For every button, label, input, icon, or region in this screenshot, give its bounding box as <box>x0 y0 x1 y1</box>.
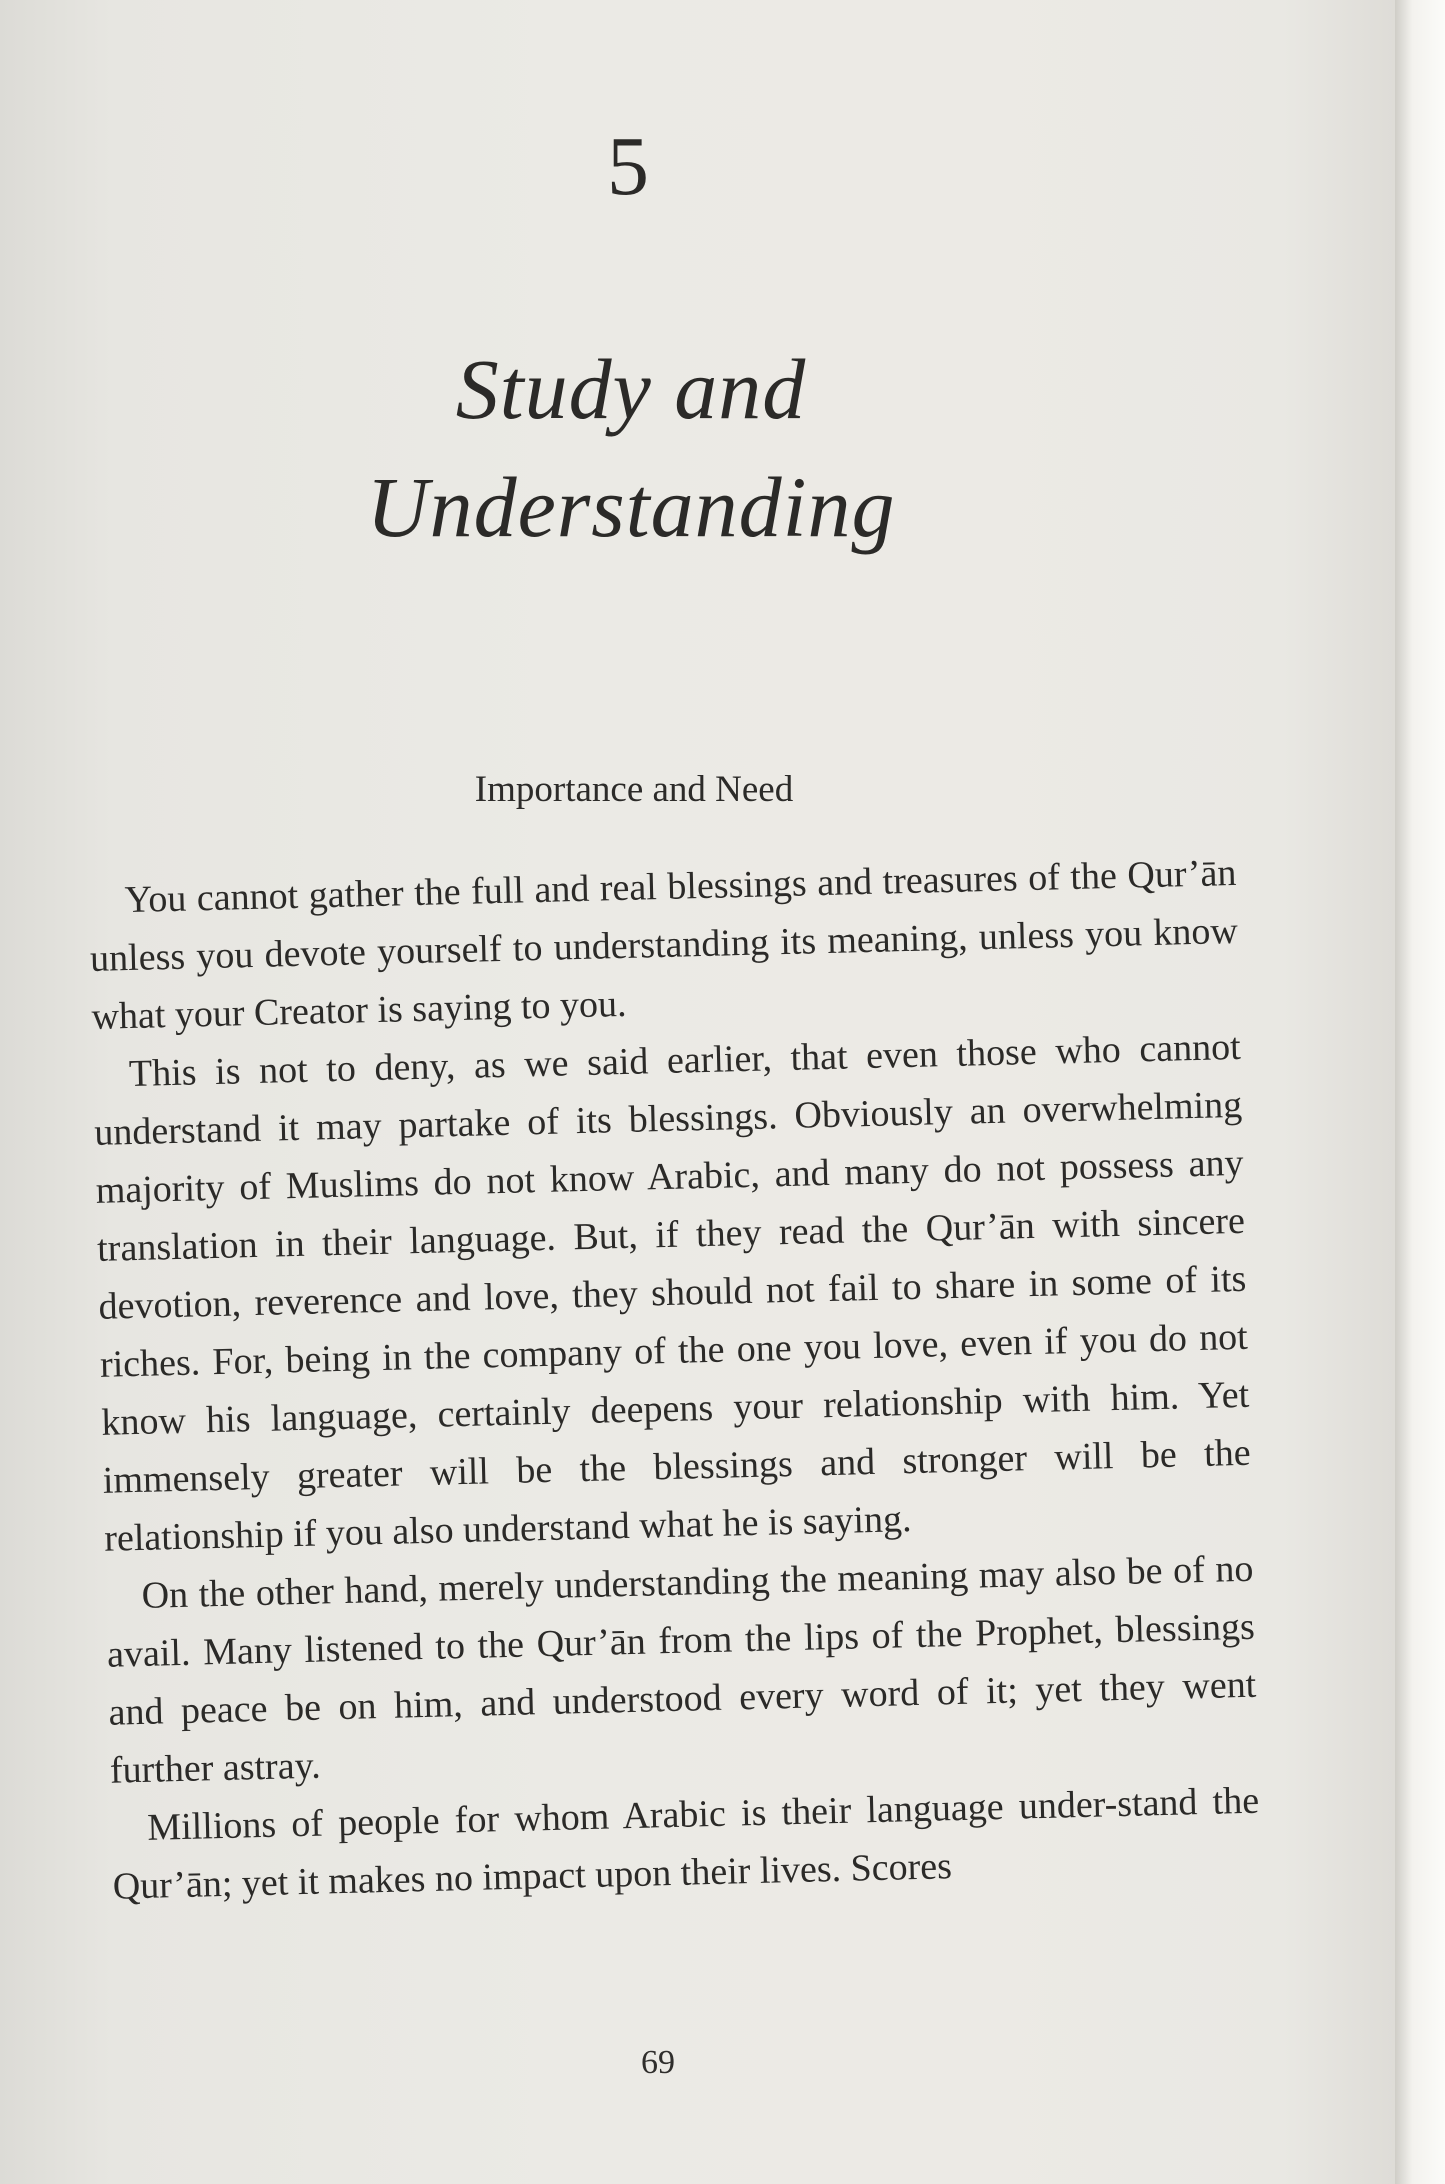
paragraph: You cannot gather the full and real blessings and treasures of the Qur’ān unless you devote yourself to understanding its meaning, unless you know what your Creator is saying to you. <box>89 851 1239 1038</box>
page-number: 69 <box>641 2044 675 2081</box>
section-heading: Importance and Need <box>474 769 794 810</box>
paragraph: Millions of people for whom Arabic is their language under-stand the Qur’ān; yet it makes no impact upon their lives. Scores <box>112 1779 1260 1908</box>
body-text <box>88 844 1261 1916</box>
chapter-title-line-1: Study and <box>455 341 807 437</box>
chapter-title <box>0 330 1262 566</box>
chapter-title-line-2: Understanding <box>366 459 896 555</box>
paragraph: On the other hand, merely understanding the meaning may also be of no avail. Many listened to the Qur’ān from the lips of the Prophet, blessings and peace be on him, and understood every word of it; yet they went further astray. <box>106 1547 1257 1792</box>
paragraph: This is not to deny, as we said earlier, that even those who cannot understand it may partake of its blessings. Obviously an overwhelming majority of Muslims do not know Arabic, and many do not possess any translation in their language. But, if they read the Qur’ān with sincere devotion, reverence and love, they should not fail to share in some of its riches. For, being in the company of the one you love, even if you do not know his language, certainly deepens your relationship with him. Yet immensely greater will be the blessings and stronger will be the relationship if you also understand what he is saying. <box>93 1025 1252 1560</box>
page-edge <box>1395 0 1445 2184</box>
chapter-number: 5 <box>607 120 649 213</box>
